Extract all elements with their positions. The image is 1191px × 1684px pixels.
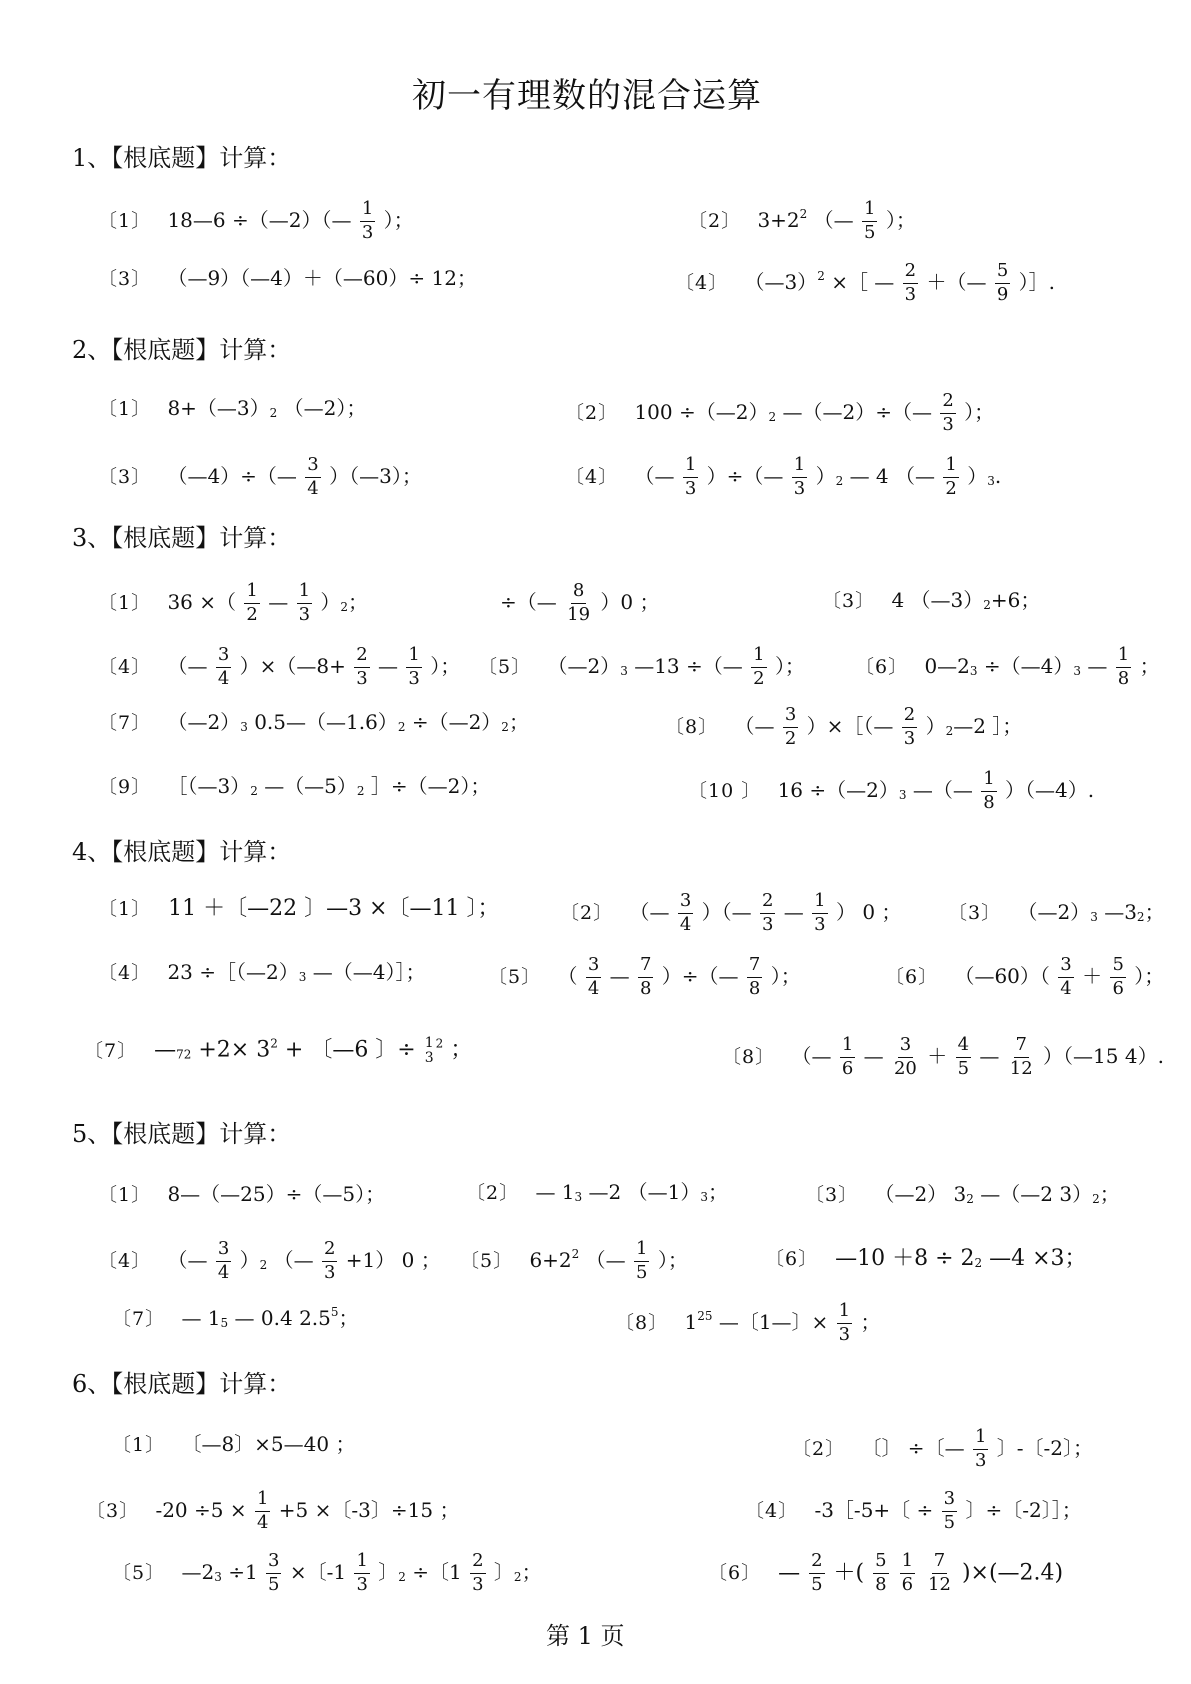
fraction: $\frac{2}{3}$ bbox=[472, 1550, 484, 1595]
fraction: $\frac{1}{3}$ bbox=[684, 454, 697, 499]
problem-5-2: 〔2〕 — $1_3$ —2 $(—1)_3$； bbox=[466, 1180, 728, 1204]
fraction: $\frac{4}{5}$ bbox=[957, 1034, 970, 1079]
fraction: $\frac{1}{3}$ bbox=[793, 454, 806, 499]
fraction: $\frac{3}{20}$ bbox=[893, 1034, 917, 1079]
fraction: $\frac{1}{5}$ bbox=[864, 198, 876, 243]
fraction: $\frac{2}{3}$ bbox=[356, 644, 368, 689]
section-2-heading: 2、【根底题】计算： bbox=[72, 336, 292, 364]
problem-6-4: 〔4〕 -3［-5+〔 ÷ $\frac{3}{5}$ 〕÷〔-2〕］； bbox=[745, 1488, 1082, 1533]
fraction: $\frac{8}{19}$ bbox=[567, 580, 591, 625]
problem-6-2: 〔2〕 〔〕 ÷〔— $\frac{1}{3}$ 〕-〔-2〕； bbox=[792, 1426, 1093, 1471]
fraction: $\frac{5}{9}$ bbox=[996, 260, 1009, 305]
section-4-heading: 4、【根底题】计算： bbox=[72, 838, 292, 866]
problem-5-3: 〔3〕 （—2） $3_2$ —（—2 $3)_2$； bbox=[805, 1182, 1120, 1206]
problem-2-2: 〔2〕 $100 \div(—2)_2$ —（—2）÷（— $\frac{2}{3}$ ）； bbox=[565, 390, 995, 435]
problem-3-3: 〔3〕 4 $(—3)_2+6$； bbox=[822, 588, 1041, 612]
fraction: $\frac{2}{3}$ bbox=[903, 704, 916, 749]
fraction: $\frac{7}{8}$ bbox=[748, 954, 761, 999]
section-1-heading: 1、【根底题】计算： bbox=[72, 144, 292, 172]
problem-4-6: 〔6〕 （—60）（ $\frac{3}{4}$ ＋ $\frac{5}{6}$ ）； bbox=[885, 954, 1165, 999]
fraction: $\frac{1}{5}$ bbox=[636, 1238, 648, 1283]
fraction: $\frac{3}{2}$ bbox=[784, 704, 797, 749]
fraction: $\frac{3}{4}$ bbox=[587, 954, 600, 999]
fraction: $\frac{3}{4}$ bbox=[1060, 954, 1072, 999]
fraction: $\frac{1}{3}$ bbox=[838, 1300, 851, 1345]
fraction: $\frac{3}{5}$ bbox=[268, 1550, 280, 1595]
page-title: 初一有理数的混合运算 bbox=[412, 76, 762, 116]
fraction: $\frac{7}{12}$ bbox=[1009, 1034, 1033, 1079]
problem-4-1: 〔1〕 11 ＋〔—22 〕—3 ×〔—11 〕； bbox=[98, 896, 500, 921]
fraction: $\frac{1}{2}$ bbox=[945, 454, 957, 499]
fraction: $\frac{2}{3}$ bbox=[323, 1238, 336, 1283]
problem-4-3: 〔3〕 $(—2)_3$ $—3_2$； bbox=[948, 900, 1165, 924]
section-6-heading: 6、【根底题】计算： bbox=[72, 1370, 292, 1398]
fraction: $\frac{2}{3}$ bbox=[761, 890, 774, 935]
problem-5-1: 〔1〕 8—（—25）÷（—5）； bbox=[98, 1182, 386, 1206]
problem-3-10: 〔10 〕 $16 \div(—2)_3$ —（— $\frac{1}{8}$ ）（—4）. bbox=[688, 768, 1095, 813]
problem-6-6: 〔6〕 — $\frac{2}{5}$ ＋( $\frac{5}{8}$ $\frac{1}{6}$ $\frac{7}{12}$ )×(—2.4) bbox=[708, 1550, 1064, 1595]
fraction: $\frac{1}{3}$ bbox=[361, 198, 374, 243]
fraction: $\frac{3}{4}$ bbox=[217, 1238, 230, 1283]
fraction: $\frac{2}{3}$ bbox=[942, 390, 954, 435]
fraction: $\frac{1}{6}$ bbox=[841, 1034, 854, 1079]
fraction: $\frac{3}{4}$ bbox=[217, 644, 230, 689]
problem-4-5: 〔5〕 （ $\frac{3}{4}$ — $\frac{7}{8}$ ）÷（— $\frac{7}{8}$ ）； bbox=[488, 954, 801, 999]
fraction: 1 3 bbox=[424, 1035, 434, 1066]
fraction: $\frac{1}{3}$ bbox=[814, 890, 826, 935]
problem-1-1: 〔1〕 18—6 ÷（—2）（— $\frac{1}{3}$ ）； bbox=[98, 198, 414, 243]
fraction: $\frac{3}{4}$ bbox=[307, 454, 319, 499]
problem-3-9: 〔9〕 $[(—3)_2$ $—(—5)_2$ ］÷（—2）； bbox=[98, 774, 491, 798]
problem-5-4: 〔4〕 （— $\frac{3}{4}$ ）$_2$ （— $\frac{2}{3}$ +1） 0 ； bbox=[98, 1238, 441, 1283]
fraction: $\frac{1}{2}$ bbox=[246, 580, 258, 625]
fraction: $\frac{1}{8}$ bbox=[983, 768, 995, 813]
problem-4-2: 〔2〕 （— $\frac{3}{4}$ ）（— $\frac{2}{3}$ — $\frac{1}{3}$ ） 0 ； bbox=[560, 890, 902, 935]
fraction: $\frac{1}{6}$ bbox=[901, 1550, 914, 1595]
problem-3-2-fragment: ÷（— $\frac{8}{19}$ ）0 ； bbox=[500, 580, 660, 625]
fraction: $\frac{1}{2}$ bbox=[753, 644, 765, 689]
problem-2-1: 〔1〕 $8+(—3)_2$ （—2）； bbox=[98, 396, 367, 420]
problem-6-5: 〔5〕 $—2_3 \div 1$ $\frac{3}{5}$ ×〔-1 $\frac{1}{3}$ 〕$_2$ ÷〔1 $\frac{2}{3}$ 〕$_2$； bbox=[112, 1550, 542, 1595]
fraction: $\frac{2}{3}$ bbox=[904, 260, 917, 305]
fraction: $\frac{1}{4}$ bbox=[256, 1488, 269, 1533]
problem-2-4: 〔4〕 （— $\frac{1}{3}$ ）÷（— $\frac{1}{3}$ ）$_2$ — 4 （— $\frac{1}{2}$ ）$_3$. bbox=[565, 454, 1002, 499]
fraction: $\frac{5}{6}$ bbox=[1112, 954, 1124, 999]
page-number: 第 1 页 bbox=[546, 1622, 625, 1650]
fraction: $\frac{7}{8}$ bbox=[639, 954, 652, 999]
problem-1-3: 〔3〕 （—9）（—4）＋（—60）÷ 12； bbox=[98, 266, 477, 290]
fraction: $\frac{2}{5}$ bbox=[811, 1550, 823, 1595]
section-3-heading: 3、【根底题】计算： bbox=[72, 524, 292, 552]
problem-5-8: 〔8〕 $1^{25}$ —〔1—〕× $\frac{1}{3}$ ； bbox=[615, 1300, 881, 1345]
fraction: $\frac{1}{3}$ bbox=[408, 644, 420, 689]
problem-4-4: 〔4〕 $23 \div[(—2)_3$ —（—4）］； bbox=[98, 960, 426, 984]
problem-3-7: 〔7〕 $(—2)_3$ $0.5—(—1.6)_2$ $\div(—2)_2$； bbox=[98, 710, 529, 734]
problem-3-6: 〔6〕 $0—2_3$ $\div(—4)_3$ — $\frac{1}{8}$ ； bbox=[855, 644, 1160, 689]
problem-3-5: 〔5〕 $(—2)_3$ —13 ÷（— $\frac{1}{2}$ ）； bbox=[478, 644, 805, 689]
problem-6-3: 〔3〕 -20 ÷5 × $\frac{1}{4}$ +5 ×〔-3〕÷15 ； bbox=[86, 1488, 460, 1533]
problem-3-4: 〔4〕 （— $\frac{3}{4}$ ）×（—8+ $\frac{2}{3}$ — $\frac{1}{3}$ ）； bbox=[98, 644, 461, 689]
fraction: $\frac{1}{3}$ bbox=[298, 580, 311, 625]
fraction: $\frac{1}{8}$ bbox=[1117, 644, 1130, 689]
fraction: $\frac{3}{4}$ bbox=[679, 890, 692, 935]
problem-5-5: 〔5〕 $6+2^2$ （— $\frac{1}{5}$ ）； bbox=[460, 1238, 688, 1283]
section-5-heading: 5、【根底题】计算： bbox=[72, 1120, 292, 1148]
fraction: $\frac{3}{5}$ bbox=[943, 1488, 956, 1533]
problem-5-7: 〔7〕 — $1_5$ — 0.4 $2.5^5$； bbox=[112, 1305, 359, 1330]
problem-4-7: 〔7〕 $—_{72} +2\times 3^2$ + 〔—6 〕÷ 1 3 $^2$ ； bbox=[84, 1035, 473, 1066]
fraction: $\frac{7}{12}$ bbox=[928, 1550, 951, 1595]
problem-3-8: 〔8〕 （— $\frac{3}{2}$ ）×［（— $\frac{2}{3}$ ）$_2—2$ ］； bbox=[665, 704, 1023, 749]
problem-3-1: 〔1〕 36 ×（ $\frac{1}{2}$ — $\frac{1}{3}$ ）$_2$； bbox=[98, 580, 369, 625]
fraction: $\frac{5}{8}$ bbox=[875, 1550, 887, 1595]
problem-1-2: 〔2〕 $3+2^2$ （— $\frac{1}{5}$ ）； bbox=[688, 198, 916, 243]
fraction: $\frac{1}{3}$ bbox=[356, 1550, 368, 1595]
problem-5-6: 〔6〕 —10 $+8 \div 2_2$ —4 ×3； bbox=[765, 1246, 1087, 1271]
problem-4-8: 〔8〕 （— $\frac{1}{6}$ — $\frac{3}{20}$ ＋ $\frac{4}{5}$ — $\frac{7}{12}$ ）（—15 4）. bbox=[722, 1034, 1164, 1079]
problem-6-1: 〔1〕 〔—8〕×5—40 ； bbox=[112, 1432, 356, 1456]
problem-1-4: 〔4〕 （—3）$^2$ ×［ — $\frac{2}{3}$ ＋（— $\frac{5}{9}$ ）］. bbox=[675, 260, 1056, 305]
problem-2-3: 〔3〕 （—4）÷（— $\frac{3}{4}$ ）（—3）； bbox=[98, 454, 422, 499]
fraction: $\frac{1}{3}$ bbox=[974, 1426, 987, 1471]
